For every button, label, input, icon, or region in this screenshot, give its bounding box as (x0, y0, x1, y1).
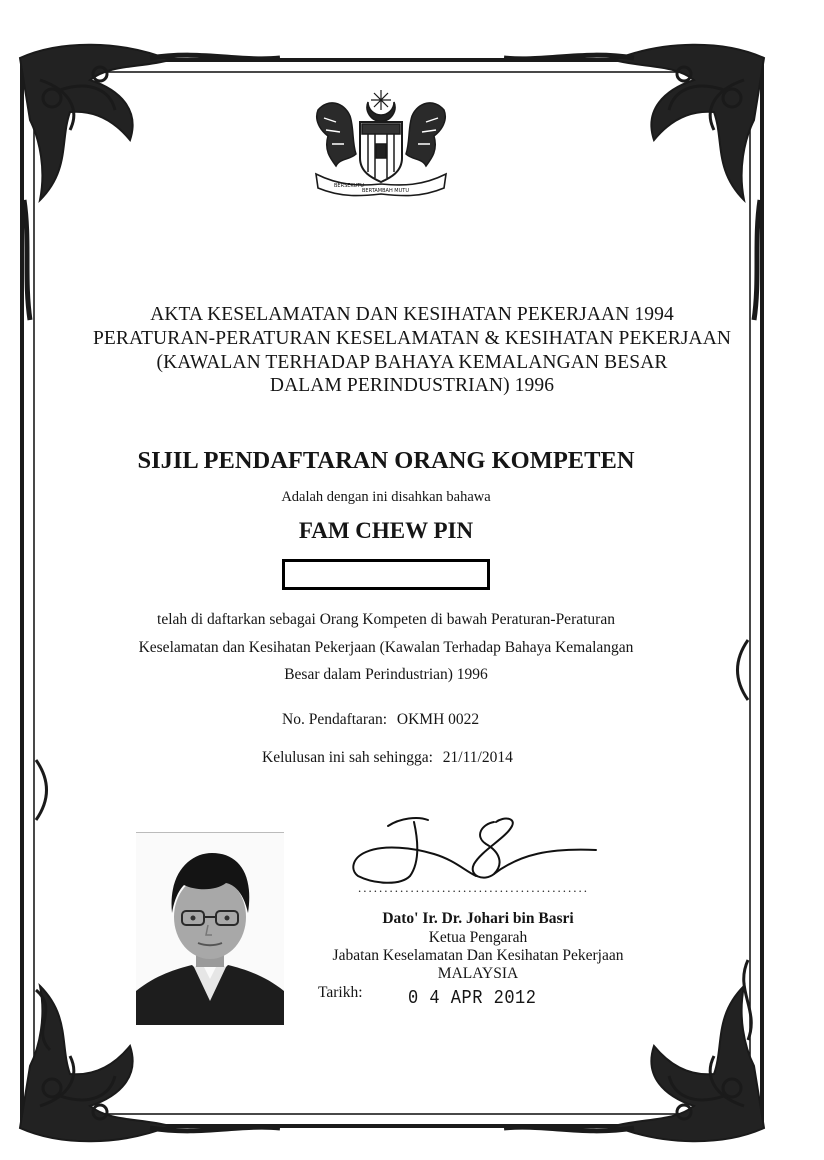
body-text-line1: telah di daftarkan sebagai Orang Kompeten di bawah Peraturan-Peraturan (157, 611, 615, 628)
body-text-line2: Keselamatan dan Kesihatan Pekerjaan (Kawalan Terhadap Bahaya Kemalangan (138, 639, 634, 656)
act-title-line3: (KAWALAN TERHADAP BAHAYA KEMALANGAN BESAR (156, 352, 668, 373)
portrait-icon (136, 833, 284, 1025)
body-text-line3: Besar dalam Perindustrian) 1996 (284, 666, 488, 683)
registration-label: No. Pendaftaran: (282, 711, 388, 728)
certification-intro: Adalah dengan ini disahkan bahawa (281, 489, 491, 505)
date-stamp: 0 4 APR 2012 (408, 988, 537, 1010)
signer-country: MALAYSIA (437, 965, 519, 982)
signature-dotted-line: ............................................ (358, 880, 589, 895)
holder-photo (136, 832, 284, 1025)
validity-row (262, 749, 513, 767)
corner-ornament-top-left-icon (20, 45, 280, 320)
crest-ribbon-left: BERSEKUTU (334, 183, 364, 189)
corner-ornament-bottom-right-icon (504, 986, 764, 1141)
date-label: Tarikh: (318, 984, 363, 1001)
act-title-line4: DALAM PERINDUSTRIAN) 1996 (269, 375, 555, 396)
act-title-line2: PERATURAN-PERATURAN KESELAMATAN & KESIHATAN PEKERJAAN (92, 328, 732, 349)
handwritten-signature (344, 810, 604, 890)
redacted-field (282, 559, 490, 590)
signer-name: Dato' Ir. Dr. Johari bin Basri (382, 910, 574, 927)
coat-of-arms-icon (310, 88, 452, 200)
signer-title: Ketua Pengarah (428, 929, 528, 946)
holder-name: FAM CHEW PIN (298, 518, 474, 543)
validity-label: Kelulusan ini sah sehingga: (262, 749, 433, 766)
validity-date: 21/11/2014 (442, 749, 513, 766)
corner-ornament-top-right-icon (504, 45, 764, 320)
crest-ribbon-motto: BERTAMBAH MUTU (362, 188, 409, 194)
certificate-title: SIJIL PENDAFTARAN ORANG KOMPETEN (137, 447, 635, 474)
signer-department: Jabatan Keselamatan Dan Kesihatan Pekerjaan (332, 947, 624, 964)
registration-number: OKMH 0022 (396, 711, 480, 728)
registration-row (282, 711, 479, 729)
act-title-line1: AKTA KESELAMATAN DAN KESIHATAN PEKERJAAN 1994 (150, 304, 674, 325)
